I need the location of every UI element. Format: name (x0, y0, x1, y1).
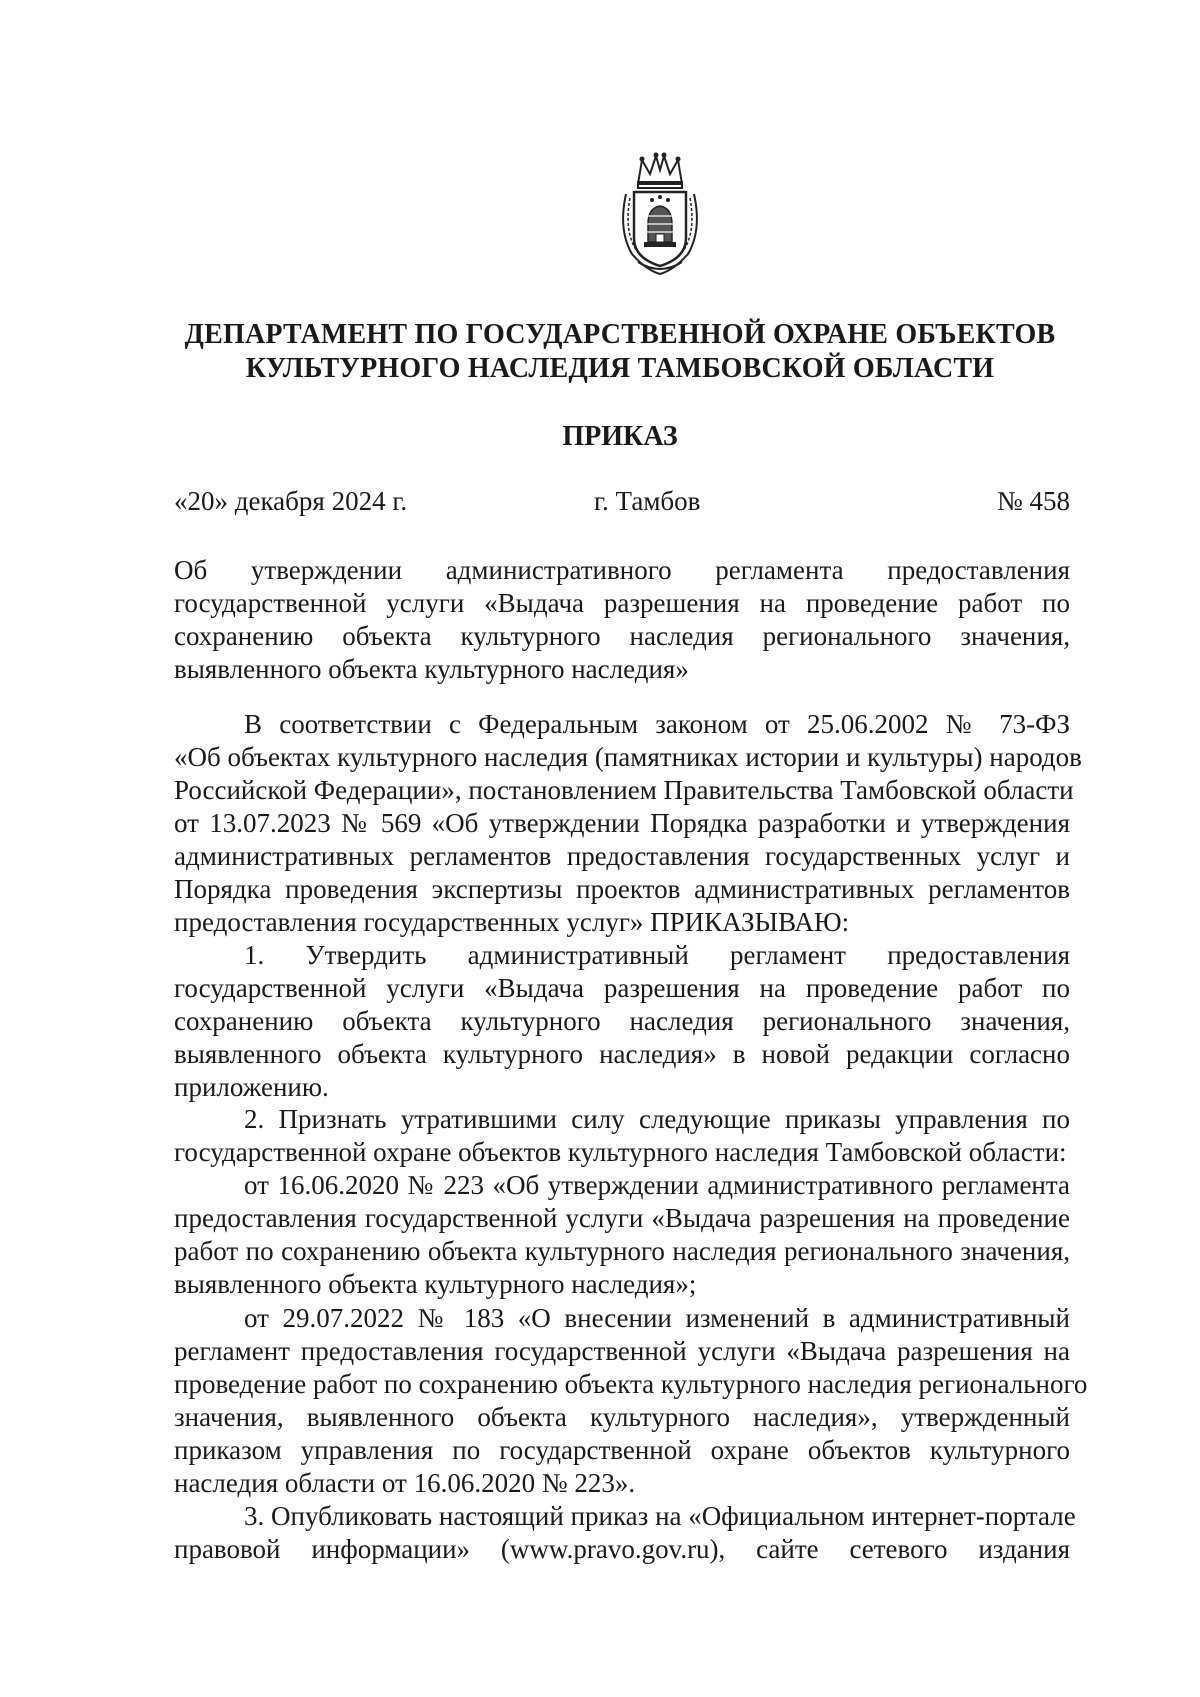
item-2b-paragraph (174, 1302, 1088, 1500)
document-number: № 458 (996, 486, 1070, 516)
item-3-paragraph (174, 1500, 1076, 1566)
item-1-line: государственной услуги «Выдача разрешения на проведение работ по (174, 973, 1070, 1003)
item-2-line: государственной охране объектов культурного наследия Тамбовской области: (174, 1137, 1067, 1167)
preamble-line: от 13.07.2023 № 569 «Об утверждении Порядка разработки и утверждения (174, 808, 1070, 838)
item-3-line: 3. Опубликовать настоящий приказ на «Официальном интернет-портале (244, 1501, 1076, 1531)
item-2a-line: предоставления государственной услуги «Выдача разрешения на проведение (174, 1203, 1070, 1233)
item-2b-line: проведение работ по сохранению объекта культурного наследия регионального (174, 1369, 1088, 1399)
subject-line: Об утверждении административного регламента предоставления (174, 555, 1070, 585)
item-2a-line: от 16.06.2020 № 223 «Об утверждении административного регламента (244, 1170, 1070, 1200)
order-subject (174, 554, 1070, 686)
document-city: г. Тамбов (594, 486, 701, 516)
item-2a-line: работ по сохранению объекта культурного наследия регионального значения, (174, 1236, 1070, 1266)
tambov-coat-of-arms-icon (612, 150, 708, 278)
department-line-1: ДЕПАРТАМЕНТ ПО ГОСУДАРСТВЕННОЙ ОХРАНЕ ОБЪЕКТОВ (184, 319, 1056, 350)
item-1-line: 1. Утвердить административный регламент предоставления (244, 940, 1070, 970)
item-1-paragraph (174, 939, 1070, 1104)
item-1-line: сохранению объекта культурного наследия регионального значения, (174, 1006, 1070, 1036)
item-2b-line: от 29.07.2022 № 183 «О внесении изменений в административный (244, 1303, 1070, 1333)
item-3-line: правовой информации» (www.pravo.gov.ru), сайте сетевого издания (174, 1534, 1070, 1564)
item-1-line: приложению. (174, 1072, 329, 1102)
item-2b-line: приказом управления по государственной охране объектов культурного (174, 1435, 1070, 1465)
item-1-line: выявленного объекта культурного наследия» в новой редакции согласно (174, 1039, 1070, 1069)
item-2b-line: значения, выявленного объекта культурного наследия», утвержденный (174, 1402, 1070, 1432)
subject-line: выявленного объекта культурного наследия» (174, 654, 689, 684)
preamble-line: предоставления государственных услуг» ПРИКАЗЫВАЮ: (174, 907, 850, 937)
subject-line: сохранению объекта культурного наследия регионального значения, (174, 621, 1070, 651)
preamble-line: В соответствии с Федеральным законом от 25.06.2002 № 73-ФЗ (244, 709, 1070, 739)
preamble-line: административных регламентов предоставления государственных услуг и (174, 841, 1070, 871)
item-2b-line: регламент предоставления государственной услуги «Выдача разрешения на (174, 1336, 1070, 1366)
document-type-title: ПРИКАЗ (562, 421, 678, 452)
item-2-paragraph (174, 1103, 1070, 1169)
preamble-line: Порядка проведения экспертизы проектов административных регламентов (174, 874, 1070, 904)
item-2a-line: выявленного объекта культурного наследия»; (174, 1269, 697, 1299)
preamble-line: «Об объектах культурного наследия (памятниках истории и культуры) народов (174, 742, 1082, 772)
subject-line: государственной услуги «Выдача разрешения на проведение работ по (174, 588, 1070, 618)
department-name (170, 318, 1070, 386)
document-date: «20» декабря 2024 г. (174, 486, 408, 516)
item-2b-line: наследия области от 16.06.2020 № 223». (174, 1468, 636, 1498)
document-meta-row (174, 485, 1070, 517)
item-2a-paragraph (174, 1169, 1070, 1301)
preamble-line: Российской Федерации», постановлением Правительства Тамбовской области (174, 775, 1074, 805)
item-2-line: 2. Признать утратившими силу следующие приказы управления по (244, 1104, 1070, 1134)
department-line-2: КУЛЬТУРНОГО НАСЛЕДИЯ ТАМБОВСКОЙ ОБЛАСТИ (245, 353, 995, 384)
preamble-paragraph (174, 708, 1082, 939)
